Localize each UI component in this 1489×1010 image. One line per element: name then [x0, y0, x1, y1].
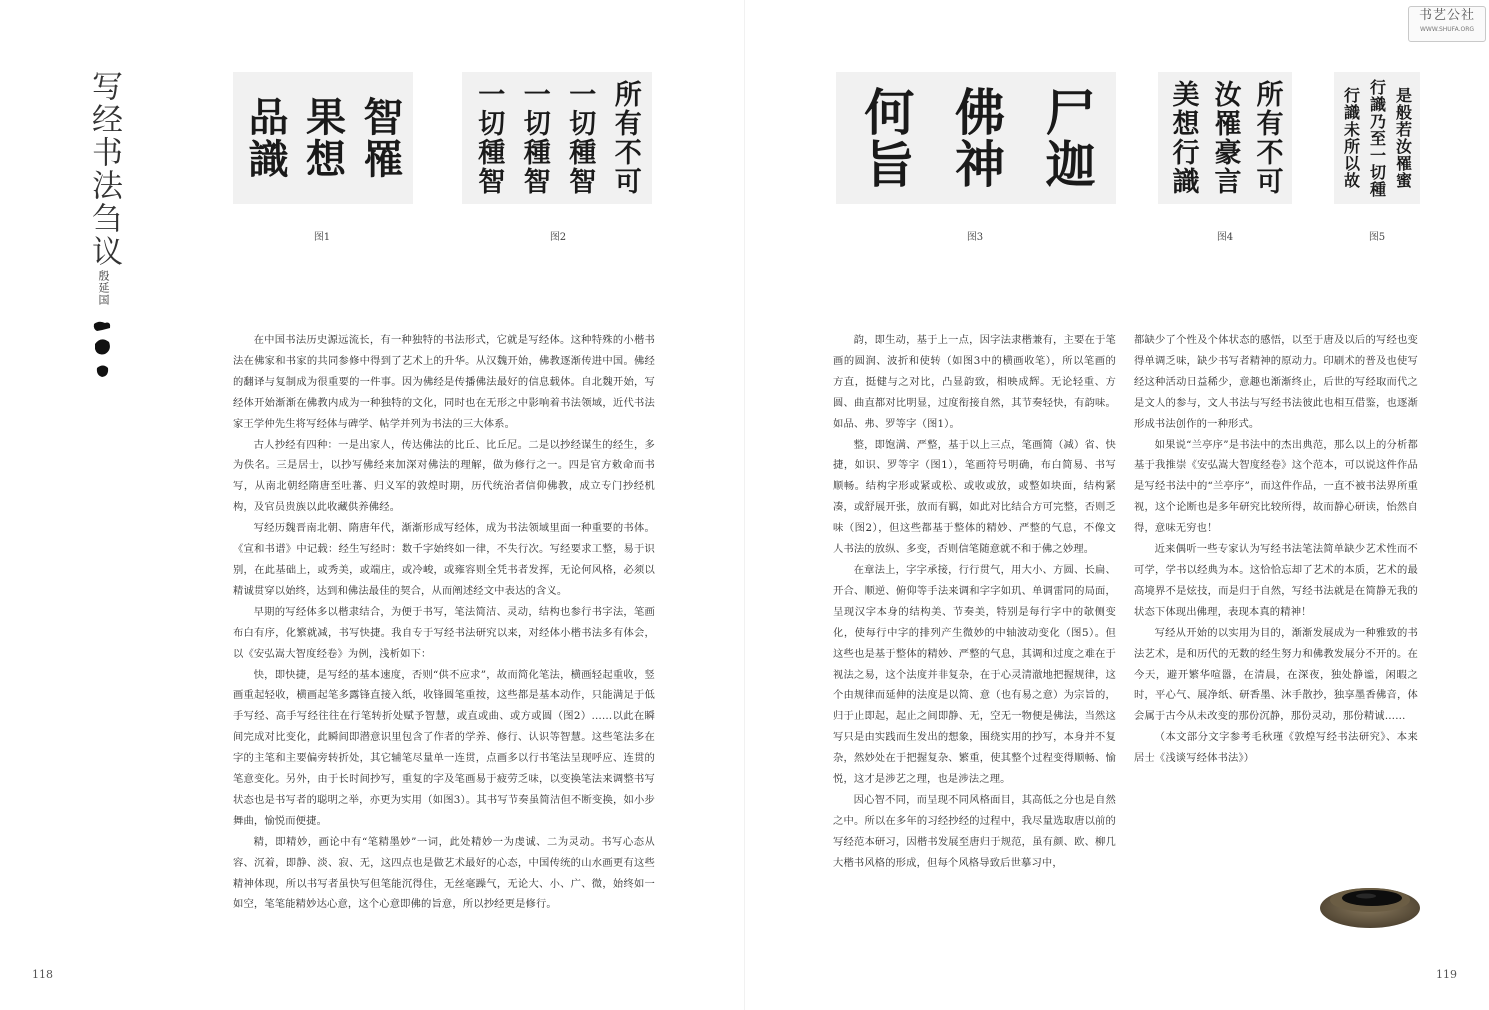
body-paragraph: 写经从开始的以实用为目的，渐渐发展成为一种雅致的书法艺术，是和历代的无数的经生努力和佛教发展分不开的。在今天，避开繁华喧嚣，在清晨，在深夜，独处静谧，闲暇之时，平心气、展净纸、研香墨、沐手散抄，独享墨香佛音，体会属于古今从未改变的那份沉静，那份灵动，那份精诚…… [1134, 626, 1418, 723]
watermark-main: 书艺公社 [1418, 8, 1475, 23]
body-paragraph: 都缺少了个性及个体状态的感悟，以至于唐及以后的写经也变得单调乏味，缺少书写者精神的原动力。印刷术的普及也使写经这种活动日益稀少，意趣也渐渐终止，后世的写经取而代之是文人的参与，文人书法与写经书法彼此也相互借鉴，也逐渐形成书法创作的一种形式。 [1134, 334, 1418, 430]
site-watermark [1408, 6, 1486, 42]
right-page-number: 119 [1436, 968, 1457, 981]
figure-1-image [233, 72, 413, 204]
body-paragraph: 在章法上，字字承接，行行贯气，用大小、方圆、长扁、开合、顺逆、俯仰等手法来调和字字如玑、单调雷同的局面，呈现汉字本身的结构美、节奏美，特别是每行字中的欹侧变化，使每行中字的排列产生微妙的中轴波动变化（图5）。但这些也是基于整体的精妙、严整的气息，其调和过度之难在于视法之易，这个法度并非复杂，在于心灵清澈地把握规律，这个由规律而延伸的法度是以简、意（也有易之意）为宗旨的，归于止即起，起止之间即静、无，空无一物便是佛法，当然这写只是由实践而生发出的想象，围绕实用的抄写，本身并不复杂，然妙处在于把握复杂、繁重，使其整个过程变得顺畅、愉悦，这才是涉艺之理，也是涉法之理。 [833, 563, 1116, 786]
article-author: 殷延国 [97, 270, 110, 306]
figure-5-caption: 图5 [1368, 232, 1386, 243]
fig4-col-2: 汝罹豪言 [1209, 80, 1241, 196]
inkstone-image [1318, 880, 1422, 930]
body-paragraph: 因心智不同，而呈现不同风格面目，其高低之分也是自然之中。所以在多年的习经抄经的过程中，我尽量选取唐以前的写经范本研习，因楷书发展至唐归于规范，虽有颜、欧、柳几大楷书风格的形成，但每个风格导致后世摹习中， [833, 793, 1116, 869]
left-page-number: 118 [32, 968, 53, 981]
figure-3-caption: 图3 [966, 232, 984, 243]
figure-4-image [1158, 72, 1292, 204]
figure-1-caption: 图1 [313, 232, 331, 243]
body-paragraph: 近来偶听一些专家认为写经书法笔法简单缺少艺术性而不可学，学书以经典为本。这恰恰忘却了艺术的本质，艺术的最高境界不是炫技，而是归于自然，写经书法就是在简静无我的状态下体现出佛理，表现本真的精神！ [1134, 543, 1418, 618]
body-paragraph: 写经历魏晋南北朝、隋唐年代，渐渐形成写经体，成为书法领域里面一种重要的书体。《宣和书谱》中记载：经生写经时：数千字始终如一律，不失行次。写经要求工整，易于识别，在此基础上，或秀美，或端庄，或冷峻，或雍容则全凭书者发挥，无论何风格，必须以精诚贯穿以始终，达到和佛法最佳的契合，从而阐述经文中表达的含义。 [233, 522, 655, 597]
body-paragraph: 如果说“兰亭序”是书法中的杰出典范，那么以上的分析都基于我推崇《安弘嵩大智度经卷》这个范本，可以说这件作品是写经书法中的“兰亭序”，而这件作品，一直不被书法界所重视，这个论断也是多年研究比较所得，故而静心研读，怡然自得，意味无穷也！ [1134, 438, 1418, 535]
fig1-col-3: 品識 [242, 96, 290, 180]
right-page-column-1 [833, 330, 1116, 874]
fig4-col-3: 美想行識 [1167, 80, 1199, 196]
figure-4-caption: 图4 [1216, 232, 1234, 243]
body-paragraph: 快，即快捷，是写经的基本速度，否则“供不应求”，故而简化笔法，横画轻起重收，竖画重起轻收，横画起笔多露锋直接入纸，收锋圆笔重按，这些都是基本动作，只能满足于低手写经、高手写经往往在行笔转折处赋予智慧，或直或曲、或方或圆（图2）……以此在瞬间完成对比变化，此瞬间即潜意识里包含了作者的学养、修行、认识等智慧。这些笔法多在字的主笔和主要偏旁转折处，其它辅笔尽量单一连贯，点画多以行书笔法呈现呼应、连贯的笔意变化。另外，由于长时间抄写，重复的字及笔画易于疲劳乏味，以变换笔法来调整书写状态也是书写者的聪明之举，亦更为实用（如图3）。其书写节奏虽简洁但不断变换，如小步舞曲，愉悦而便捷。 [233, 668, 655, 827]
fig1-col-2: 果想 [299, 96, 347, 180]
body-paragraph: 精，即精妙，画论中有“笔精墨妙”一词，此处精妙一为虔诚、二为灵动。书写心态从容、沉着，即静、淡、寂、无，这四点也是做艺术最好的心态，中国传统的山水画更有这些精神体现，所以书写者虽快写但笔能沉得住，无丝毫躁气，无论大、小、广、微，始终如一如空，笔笔能精妙达心意，这个心意即佛的旨意，所以抄经更是修行。 [233, 835, 655, 911]
fig2-col-2: 一切種智 [564, 80, 596, 196]
fig3-col-1: 尸迦 [1037, 86, 1097, 190]
body-paragraph: 整，即饱满、严整，基于以上三点，笔画简（减）省、快捷，如识、罗等字（图1），笔画符号明确，布白简易、书写顺畅。结构字形或紧或松、或收或放，或整如块面，结构紧凑，或舒展开张，放而有羁，如此对比结合方可完整，否则乏味（图2），但这些都基于整体的精妙、严整的气息，不像文人书法的放纵、多变，否则信笔随意就不和于佛之妙理。 [833, 438, 1116, 556]
figure-2-image [462, 72, 652, 204]
fig3-col-3: 何旨 [856, 86, 916, 190]
fig5-col-3: 行識未所以故 [1341, 87, 1361, 189]
fig2-col-4: 一切種智 [473, 80, 505, 196]
page-gutter [744, 0, 745, 1010]
fig1-col-1: 智罹 [356, 96, 404, 180]
figure-3-image [836, 72, 1116, 204]
body-paragraph: 在中国书法历史源远流长，有一种独特的书法形式，它就是写经体。这种特殊的小楷书法在佛家和书家的共同参修中得到了艺术上的升华。从汉魏开始，佛教逐渐传进中国。佛经的翻译与复制成为很重要的一件事。因为佛经是传播佛法最好的信息载体。自北魏开始，写经体开始渐渐在佛教内成为一种独特的文化，同时也在无形之中影响着书法领域，近代书法家王学仲先生将写经体与碑学、帖学并列为书法的三大体系。 [233, 334, 655, 430]
body-paragraph: 韵，即生动，基于上一点，因字法隶楷兼有，主要在于笔画的圆润、波折和使转（如图3中的横画收笔），所以笔画的方直，挺健与之对比，凸显韵致，相映成辉。无论轻重、方圆、曲直都对比明显，过度衔接自然，其节奏轻快，有韵味。如品、弗、罗等字（图1）。 [833, 334, 1116, 430]
article-title: 写经书法刍议 [86, 70, 122, 268]
fig5-col-2: 行識乃至一切種 [1367, 78, 1387, 198]
figure-5-image [1334, 72, 1420, 204]
body-paragraph: 古人抄经有四种：一是出家人，传达佛法的比丘、比丘尼。二是以抄经谋生的经生，多为佚名。三是居士，以抄写佛经来加深对佛法的理解，做为修行之一。四是官方敕命而书写，从南北朝经隋唐至吐蕃、归义军的敦煌时期，历代统治者信仰佛教，成立专门抄经机构，及官员贵族以此收藏供养佛经。 [233, 438, 655, 514]
fig3-col-2: 佛神 [946, 86, 1006, 190]
left-page-body [233, 330, 655, 915]
body-paragraph: 早期的写经体多以楷隶结合，为便于书写，笔法简洁、灵动，结构也参行书字法，笔画布白有序，化繁就减，书写快捷。我自专于写经书法研究以来，对经体小楷书法多有体会，以《安弘嵩大智度经卷》为例，浅析如下： [233, 605, 655, 660]
fig2-col-1: 所有不可 [609, 80, 641, 196]
fig5-col-1: 是般若汝罹蜜 [1393, 87, 1413, 189]
right-page-column-2 [1134, 330, 1418, 769]
watermark-url: WWW.SHUFA.ORG [1419, 26, 1475, 33]
fig4-col-1: 所有不可 [1251, 80, 1283, 196]
fig2-col-3: 一切種智 [518, 80, 550, 196]
ink-seal-icon [91, 318, 113, 380]
figure-2-caption: 图2 [549, 232, 567, 243]
reference-note: （本文部分文字参考毛秋瑾《敦煌写经书法研究》、本来居士《浅谈写经体书法》） [1134, 731, 1418, 765]
